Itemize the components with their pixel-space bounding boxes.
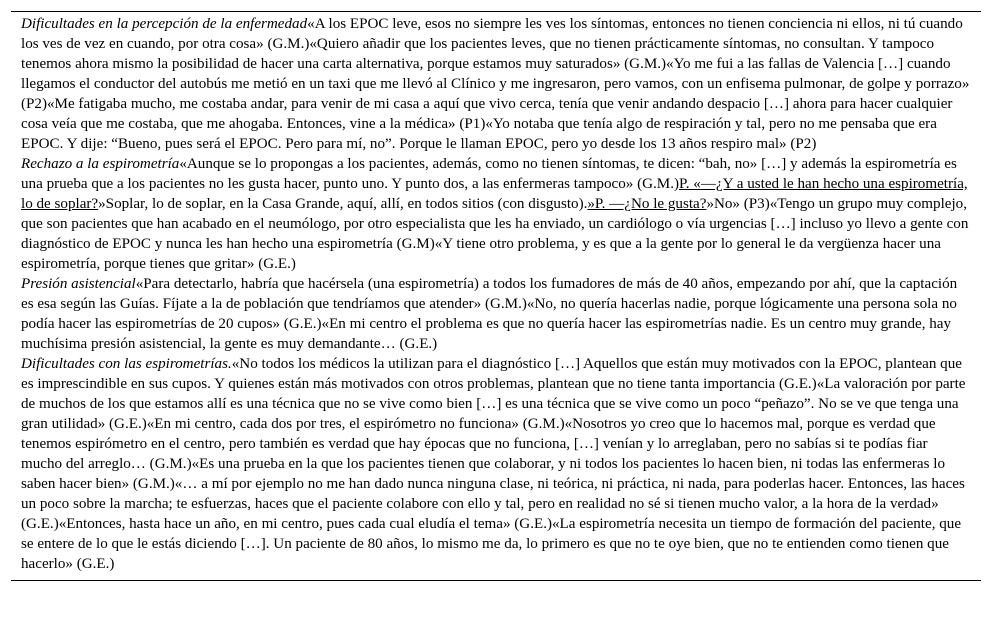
section-rechazo (21, 154, 971, 274)
underlined-question: »P. —¿No le gusta? (587, 196, 707, 212)
quote-text: «No todos los médicos la utilizan para el diagnóstico […] Aquellos que están muy motivados con la EPOC, plantean que es imprescindible en sus cupos. Y quienes están más motivados con otros problemas, plantean que no tiene tanta importancia (G.E.)«La valoración por parte de muchos de los que estamos allí es una técnica que no se vive como bien […] es una técnica que se vive como un poco “peñazo”. No se ve que tenga una gran utilidad» (G.E.)«En mi centro, cada dos por tres, el espirómetro no funciona» (G.M.)«Nosotros yo creo que lo hacemos mal, porque es verdad que tenemos espirómetro en el centro, pero también es verdad que hay épocas que no funciona, […] venían y lo arreglaban, pero no sabías si te podías fiar mucho del arreglo… (G.M.)«Es una prueba en la que los pacientes tienen que colaborar, y ni todos los pacientes lo hacen bien, ni todas las enfermeras lo saben hacer bien» (G.M.)«… a mí por ejemplo no me han dado nunca ninguna clase, ni teórica, ni práctica, ni nada, para poderlas hacer. Entonces, las haces un poco sobre la marcha; te esfuerzas, haces que el paciente colabore con ello y tal, pero en realidad no sé si tienen mucho valor, a la hora de la verdad» (G.E.)«Entonces, hasta hace un año, en mi centro, pues cada cual eludía el tema» (G.E.)«La espirometría necesita un tiempo de formación del paciente, que se entere de lo que le estás diciendo […]. Un paciente de 80 años, lo mismo me da, lo primero es que no te oye bien, que no te entienden como tienen que hacerlo» (G.E.) (21, 356, 966, 572)
quotes-table (11, 11, 981, 581)
quote-text: «Para detectarlo, habría que hacérsela (una espirometría) a todos los fumadores de más de 40 años, empezando por ahí, que la captación es esa según las Guías. Fíjate a la de población que tendríamos que atender» (G.M.)«No, no quería hacerlas nadie, porque lógicamente una persona sola no podía hacer las espirometrías de 20 cupos» (G.E.)«En mi centro el problema es que no quería hacer las espirometrías nadie. Es un centro muy grande, hay muchísima presión asistencial, la gente es muy demandante… (G.E.) (21, 276, 958, 352)
underlined-question: P. «—¿Y a usted le han hecho una espirometría, lo de soplar? (21, 176, 968, 212)
quote-text: »Soplar, lo de soplar, en la Casa Grande, aquí, allí, en todos sitios (con disgusto). (98, 196, 588, 212)
section-percepcion (21, 14, 971, 154)
section-heading: Dificultades en la percepción de la enfermedad (21, 16, 308, 32)
section-dificultades-espirometrias (21, 354, 971, 574)
section-heading: Dificultades con las espirometrías. (21, 356, 232, 372)
section-presion (21, 274, 971, 354)
quote-text: «Aunque se lo propongas a los pacientes, además, como no tienen síntomas, te dicen: “bah, no» […] y además la espirometría es una prueba que a los pacientes no les gusta hacer, punto uno. Y punto dos, a las enfermeras tampoco» (G.M.) (21, 156, 957, 192)
section-heading: Rechazo a la espirometría (21, 156, 180, 172)
section-heading: Presión asistencial (21, 276, 136, 292)
quote-text: »No» (P3)«Tengo un grupo muy complejo, que son pacientes que han acabado en el neumólogo, por otro especialista que les ha enviado, un cardiólogo o vía urgencias […] incluso yo llevo a gente con diagnóstico de EPOC y nunca les han hecho una espirometría (G.M)«Y tiene otro problema, y es que a la gente por lo general le da vergüenza hacer una espirometría, porque tienes que gritar» (G.E.) (21, 196, 969, 272)
quote-text: «A los EPOC leve, esos no siempre les ves los síntomas, entonces no tienen conciencia ni ellos, ni tú cuando los ves de vez en cuando, por otra cosa» (G.M.)«Quiero añadir que los pacientes leves, que no tienen prácticamente síntomas, no consultan. Y tampoco tenemos ahora mismo la posibilidad de hacer una carta alternativa, porque estamos muy saturados» (G.M.)«Yo me fui a las fallas de Valencia […] cuando llegamos el conductor del autobús me metió en un taxi que me llevó al Clínico y me ingresaron, pero vamos, con un enfisema pulmonar, de golpe y porrazo» (P2)«Me fatigaba mucho, me costaba andar, para venir de mi casa a aquí que vivo cerca, tenía que venir andando despacio […] ahora para hacer cualquier cosa veía que me costaba, que me ahogaba. Entonces, vine a la médica» (P1)«Yo notaba que tenía algo de respiración y tal, pero no me pensaba que era EPOC. Y dije: “Bueno, pues será el EPOC. Pero para mí, no”. Porque le llaman EPOC, pero yo desde los 13 años respiro mal» (P2) (21, 16, 970, 152)
